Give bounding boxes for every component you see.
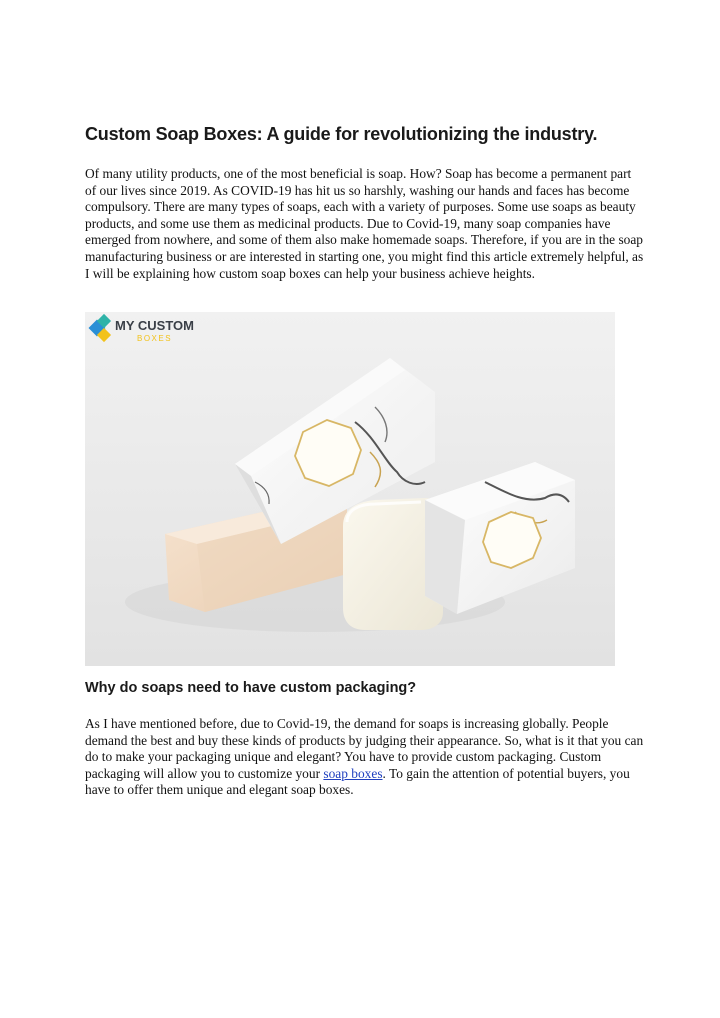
logo-text-primary: MY CUSTOM (115, 318, 194, 333)
logo-text-secondary: BOXES (137, 334, 173, 343)
intro-paragraph: Of many utility products, one of the most beneficial is soap. How? Soap has become a permanent part of our lives since 2019. As COVID-19 has hit us so harshly, washing our hands and faces has become compulsory. There are many types of soaps, each with a variety of purposes. Some use soaps as beauty products, and some use them as medicinal products. Due to Covid-19, many soap companies have emerged from nowhere, and some of them also make homemade soaps. Therefore, if you are in the soap manufacturing business or are interested in starting one, you might find this article extremely helpful, as I will be explaining how custom soap boxes can help your business achieve heights. (85, 166, 644, 281)
soap-boxes-link[interactable]: soap boxes (323, 765, 383, 781)
section-paragraph (85, 716, 645, 799)
section-paragraph-text-end: . To gain the attention of potential buyers, you have to offer them unique and elegant soap boxes. (85, 765, 630, 798)
section-paragraph-text-start: As I have mentioned before, due to Covid-19, the demand for soaps is increasing globally. People demand the best and buy these kinds of products by judging their appearance. So, what is it that you can do to make your packaging unique and elegant? You have to provide custom packaging. Custom packaging will allow you to customize your (85, 716, 644, 781)
section-heading: Why do soaps need to have custom packaging? (85, 680, 417, 696)
soap-boxes-photo (85, 312, 615, 666)
article-title: Custom Soap Boxes: A guide for revolutionizing the industry. (85, 124, 598, 144)
